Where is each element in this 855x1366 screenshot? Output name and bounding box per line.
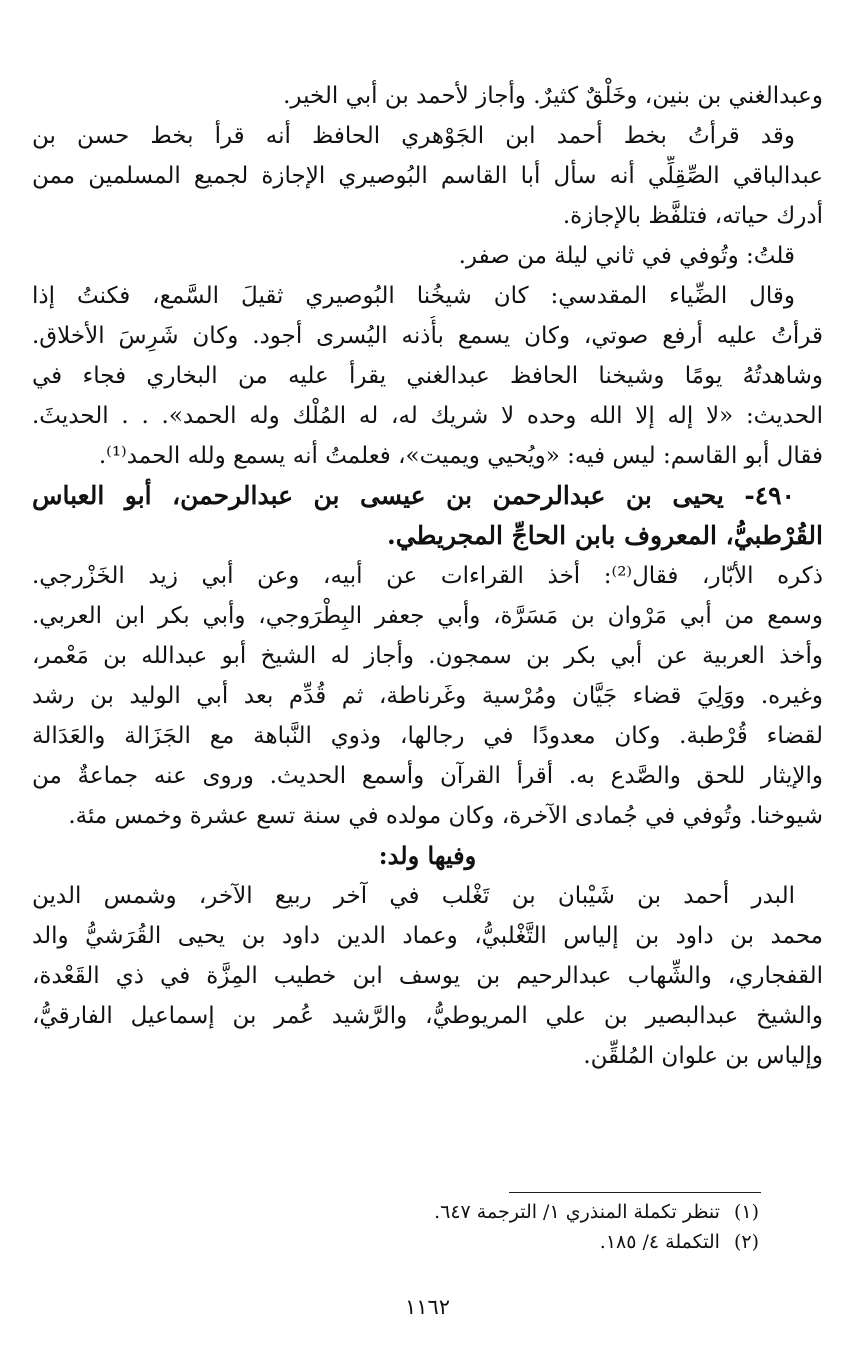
section-heading: وفيها ولد: bbox=[378, 841, 477, 870]
text-line: قرأتُ عليه أرفع صوتي، وكان يسمع بأُذنه اليُسرى أجود. وكان شَرِسَ الأخلاق. bbox=[32, 323, 823, 349]
page-body bbox=[32, 76, 823, 1076]
text-line: وعبدالغني بن بنين، وخَلْقٌ كثيرٌ. وأجاز لأحمد بن أبي الخير. bbox=[283, 83, 823, 109]
text-line: أدرك حياته، فتلفَّظ بالإجازة. bbox=[562, 203, 823, 229]
footnote-mark: (٢) bbox=[733, 1231, 759, 1253]
text-line: وشاهدتُهُ يومًا وشيخنا الحافظ عبدالغني يقرأ عليه من البخاري فجاء في bbox=[32, 363, 823, 389]
footnote-item bbox=[32, 1227, 759, 1257]
footnote-divider bbox=[509, 1192, 761, 1193]
text-line: عبدالباقي الصِّقِلِّي أنه سأل أبا القاسم البُوصيري الإجازة لجميع المسلمين ممن bbox=[32, 163, 823, 189]
text-line: القفجاري، والشِّهاب عبدالرحيم بن يوسف ابن خطيب المِزَّة في ذي القَعْدة، bbox=[32, 963, 823, 989]
footnote-mark: (١) bbox=[733, 1201, 759, 1223]
text-line: محمد بن داود بن إلياس التَّغْلبيُّ، وعماد الدين داود بن يحيى القُرَشيُّ والد bbox=[32, 923, 823, 949]
footnotes bbox=[32, 1197, 759, 1257]
text-line: وسمع من أبي مَرْوان بن مَسَرَّة، وأبي جعفر البِطْرَوجي، وأبي بكر ابن العربي. bbox=[32, 603, 823, 629]
entry-heading: ٤٩٠- يحيى بن عبدالرحمن بن عيسى بن عبدالرحمن، أبو العباس bbox=[32, 481, 795, 510]
text-line: وغيره. ووَلِيَ قضاء جَيَّان ومُرْسية وغَرناطة، ثم قُدِّم بعد أبي الوليد بن رشد bbox=[32, 683, 823, 709]
text-line: قلتُ: وتُوفي في ثاني ليلة من صفر. bbox=[458, 243, 795, 269]
text-line: لقضاء قُرْطبة. وكان معدودًا في رجالها، وذوي النَّباهة مع الجَزَالة والعَدَالة bbox=[32, 723, 823, 749]
page-number: ١١٦٢ bbox=[404, 1295, 451, 1319]
footnote-item bbox=[32, 1197, 759, 1227]
text-line: البدر أحمد بن شَيْبان بن تَغْلب في آخر ربيع الآخر، وشمس الدين bbox=[32, 883, 795, 909]
text-line: وقد قرأتُ بخط أحمد ابن الجَوْهري الحافظ أنه قرأ بخط حسن بن bbox=[32, 123, 795, 149]
footnote-text: تنظر تكملة المنذري ١/ الترجمة ٦٤٧. bbox=[434, 1201, 720, 1223]
text-line: الحديث: «لا إله إلا الله وحده لا شريك له، له المُلْك وله الحمد». . . الحديثَ. bbox=[32, 403, 823, 429]
text-line: وأخذ العربية عن أبي بكر بن سمجون. وأجاز له الشيخ أبو عبدالله بن مَعْمر، bbox=[32, 643, 823, 669]
text-line: والشيخ عبدالبصير بن علي المريوطيُّ، والرَّشيد عُمر بن إسماعيل الفارقيُّ، bbox=[32, 1003, 823, 1029]
text-line: فقال أبو القاسم: ليس فيه: «ويُحيي ويميت»، فعلمتُ أنه يسمع ولله الحمد⁽¹⁾. bbox=[98, 443, 823, 469]
entry-heading-continued: القُرْطبيُّ، المعروف بابن الحاجِّ المجريطي. bbox=[387, 521, 823, 550]
text-line: شيوخنا. وتُوفي في جُمادى الآخرة، وكان مولده في سنة تسع عشرة وخمس مئة. bbox=[68, 803, 823, 829]
text-line: ذكره الأبّار، فقال⁽²⁾: أخذ القراءات عن أبيه، وعن أبي زيد الخَزْرجي. bbox=[32, 563, 823, 589]
text-line: والإيثار للحق والصَّدع به. أقرأ القرآن وأسمع الحديث. وروى عنه جماعةٌ من bbox=[32, 763, 823, 789]
text-line: وقال الضِّياء المقدسي: كان شيخُنا البُوصيري ثقيلَ السَّمع، فكنتُ إذا bbox=[32, 283, 795, 309]
text-line: وإلياس بن علوان المُلقِّن. bbox=[583, 1043, 823, 1069]
footnote-text: التكملة ٤/ ١٨٥. bbox=[599, 1231, 720, 1253]
